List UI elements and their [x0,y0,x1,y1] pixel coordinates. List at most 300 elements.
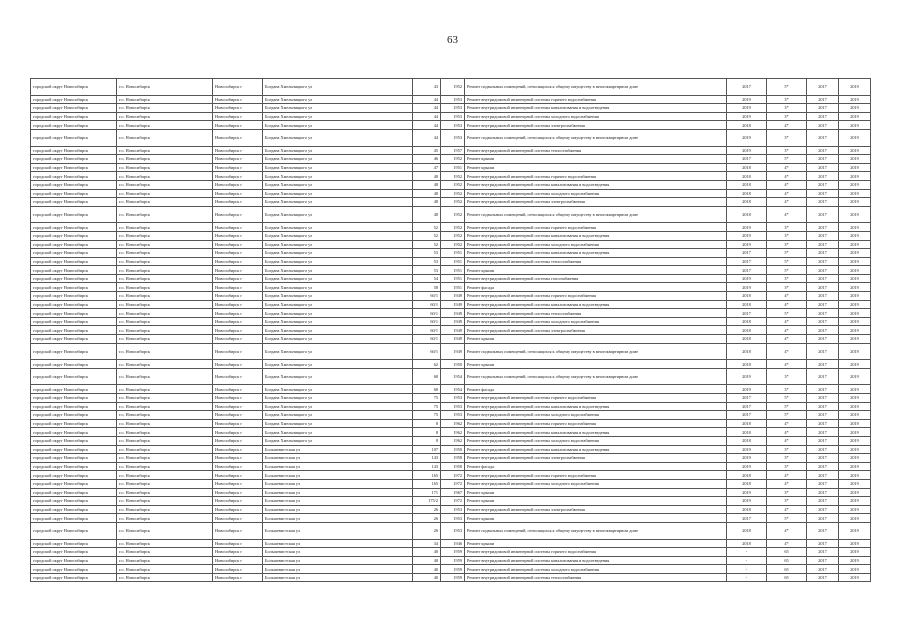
build-year-cell: 1953 [441,112,465,121]
period-start-cell: 2017 [807,172,839,181]
period-start-cell: 2017 [807,454,839,463]
plan-year-cell: 2019 [727,454,767,463]
house-number-cell: 60/1 [413,343,441,360]
priority-cell: 4* [767,539,807,548]
build-year-cell: 1949 [441,317,465,326]
street-cell: Богдана Хмельницкого ул [263,180,413,189]
municipality-cell: городской округ Новосибирск [31,189,117,198]
priority-cell: 5* [767,249,807,258]
work-type-cell: Ремонт внутридомовой инженерной системы горячего водоснабжения [465,394,727,403]
plan-year-cell: 2019 [727,95,767,104]
table-row [31,522,871,539]
priority-cell: 5* [767,411,807,420]
period-end-cell: 2019 [839,104,871,113]
priority-cell: 3* [767,488,807,497]
plan-year-cell: 2017 [727,514,767,523]
priority-cell: 4* [767,505,807,514]
street-cell: Большевистская ул [263,488,413,497]
build-year-cell: 1946 [441,539,465,548]
priority-cell: 4* [767,300,807,309]
priority-cell: 5* [767,309,807,318]
city-cell: Новосибирск г [213,198,263,207]
district-cell: г.о. Новосибирск [117,257,213,266]
period-end-cell: 2019 [839,497,871,506]
plan-year-cell: 2018 [727,522,767,539]
street-cell: Большевистская ул [263,514,413,523]
plan-year-cell: - [727,573,767,582]
municipality-cell: городской округ Новосибирск [31,249,117,258]
table-row [31,497,871,506]
plan-year-cell: 2019 [727,445,767,454]
table-row [31,95,871,104]
work-type-cell: Ремонт внутридомовой инженерной системы газоснабжения [465,274,727,283]
district-cell: г.о. Новосибирск [117,163,213,172]
city-cell: Новосибирск г [213,445,263,454]
municipality-cell: городской округ Новосибирск [31,514,117,523]
build-year-cell: 1953 [441,505,465,514]
municipality-cell: городской округ Новосибирск [31,112,117,121]
plan-year-cell: 2019 [727,129,767,146]
district-cell: г.о. Новосибирск [117,223,213,232]
municipality-cell: городской округ Новосибирск [31,539,117,548]
district-cell: г.о. Новосибирск [117,479,213,488]
plan-year-cell: 2018 [727,326,767,335]
municipality-cell: городской округ Новосибирск [31,223,117,232]
city-cell: Новосибирск г [213,573,263,582]
period-start-cell: 2017 [807,360,839,369]
work-type-cell: Ремонт крыши [465,335,727,344]
build-year-cell: 1952 [441,180,465,189]
period-end-cell: 2019 [839,266,871,275]
build-year-cell: 1951 [441,274,465,283]
build-year-cell: 1959 [441,548,465,557]
period-start-cell: 2017 [807,419,839,428]
municipality-cell: городской округ Новосибирск [31,428,117,437]
city-cell: Новосибирск г [213,189,263,198]
municipality-cell: городской округ Новосибирск [31,479,117,488]
priority-cell: 3* [767,240,807,249]
period-end-cell: 2019 [839,309,871,318]
city-cell: Новосибирск г [213,565,263,574]
street-cell: Богдана Хмельницкого ул [263,274,413,283]
table-row [31,565,871,574]
table-row [31,343,871,360]
district-cell: г.о. Новосибирск [117,462,213,471]
build-year-cell: 1972 [441,497,465,506]
priority-cell: 5* [767,394,807,403]
district-cell: г.о. Новосибирск [117,454,213,463]
plan-year-cell: 2018 [727,428,767,437]
work-type-cell: Ремонт подвальных помещений, относящихся к общему имуществу в многоквартирном доме [465,522,727,539]
table-row [31,419,871,428]
street-cell: Богдана Хмельницкого ул [263,129,413,146]
plan-year-cell: 2019 [727,385,767,394]
municipality-cell: городской округ Новосибирск [31,522,117,539]
house-number-cell: 48 [413,198,441,207]
build-year-cell: 1953 [441,95,465,104]
street-cell: Большевистская ул [263,479,413,488]
build-year-cell: 1953 [441,411,465,420]
period-start-cell: 2017 [807,283,839,292]
table-row [31,231,871,240]
house-number-cell: 44 [413,104,441,113]
build-year-cell: 1954 [441,385,465,394]
municipality-cell: городской округ Новосибирск [31,163,117,172]
house-number-cell: 165 [413,471,441,480]
street-cell: Богдана Хмельницкого ул [263,163,413,172]
priority-cell: 4* [767,317,807,326]
municipality-cell: городской округ Новосибирск [31,411,117,420]
period-end-cell: 2019 [839,180,871,189]
table-row [31,112,871,121]
street-cell: Богдана Хмельницкого ул [263,402,413,411]
work-type-cell: Ремонт внутридомовой инженерной системы холодного водоснабжения [465,240,727,249]
municipality-cell: городской округ Новосибирск [31,326,117,335]
work-type-cell: Ремонт внутридомовой инженерной системы холодного водоснабжения [465,112,727,121]
period-end-cell: 2019 [839,343,871,360]
table-row [31,445,871,454]
period-start-cell: 2017 [807,488,839,497]
work-type-cell: Ремонт внутридомовой инженерной системы холодного водоснабжения [465,411,727,420]
house-number-cell: 44 [413,121,441,130]
priority-cell: 4* [767,198,807,207]
street-cell: Богдана Хмельницкого ул [263,428,413,437]
period-start-cell: 2017 [807,428,839,437]
district-cell: г.о. Новосибирск [117,411,213,420]
plan-year-cell: 2017 [727,266,767,275]
period-end-cell: 2019 [839,163,871,172]
period-end-cell: 2019 [839,360,871,369]
municipality-cell: городской округ Новосибирск [31,488,117,497]
period-end-cell: 2019 [839,274,871,283]
plan-year-cell: 2019 [727,223,767,232]
municipality-cell: городской округ Новосибирск [31,292,117,301]
period-end-cell: 2019 [839,326,871,335]
build-year-cell: 1949 [441,326,465,335]
city-cell: Новосибирск г [213,300,263,309]
district-cell: г.о. Новосибирск [117,548,213,557]
build-year-cell: 1953 [441,522,465,539]
municipality-cell: городской округ Новосибирск [31,419,117,428]
period-start-cell: 2017 [807,548,839,557]
build-year-cell: 1949 [441,292,465,301]
district-cell: г.о. Новосибирск [117,249,213,258]
city-cell: Новосибирск г [213,249,263,258]
street-cell: Богдана Хмельницкого ул [263,240,413,249]
municipality-cell: городской округ Новосибирск [31,368,117,385]
period-start-cell: 2017 [807,206,839,223]
table-row [31,479,871,488]
period-start-cell: 2017 [807,155,839,164]
period-start-cell: 2017 [807,240,839,249]
work-type-cell: Ремонт внутридомовой инженерной системы горячего водоснабжения [465,292,727,301]
plan-year-cell: 2017 [727,402,767,411]
house-number-cell: 8 [413,419,441,428]
street-cell: Богдана Хмельницкого ул [263,223,413,232]
municipality-cell: городской округ Новосибирск [31,240,117,249]
plan-year-cell: - [727,556,767,565]
period-start-cell: 2017 [807,539,839,548]
plan-year-cell: 2018 [727,121,767,130]
work-type-cell: Ремонт внутридомовой инженерной системы канализования и водоотведения [465,249,727,258]
municipality-cell: городской округ Новосибирск [31,104,117,113]
table-row [31,283,871,292]
build-year-cell: 1951 [441,257,465,266]
plan-year-cell: 2018 [727,343,767,360]
district-cell: г.о. Новосибирск [117,445,213,454]
municipality-cell: городской округ Новосибирск [31,462,117,471]
table-row [31,317,871,326]
plan-year-cell: 2018 [727,180,767,189]
period-start-cell: 2017 [807,394,839,403]
period-end-cell: 2019 [839,292,871,301]
street-cell: Большевистская ул [263,539,413,548]
municipality-cell: городской округ Новосибирск [31,300,117,309]
work-type-cell: Ремонт внутридомовой инженерной системы канализования и водоотведения [465,104,727,113]
period-start-cell: 2017 [807,514,839,523]
period-end-cell: 2019 [839,146,871,155]
plan-year-cell: 2019 [727,146,767,155]
city-cell: Новосибирск г [213,402,263,411]
city-cell: Новосибирск г [213,317,263,326]
table-row [31,385,871,394]
plan-year-cell: 2019 [727,231,767,240]
work-type-cell: Ремонт крыши [465,497,727,506]
priority-cell: 5* [767,155,807,164]
district-cell: г.о. Новосибирск [117,231,213,240]
work-type-cell: Ремонт внутридомовой инженерной системы электроснабжения [465,121,727,130]
table-row [31,428,871,437]
table-row [31,309,871,318]
period-end-cell: 2019 [839,317,871,326]
municipality-cell: городской округ Новосибирск [31,454,117,463]
house-number-cell: 75 [413,411,441,420]
priority-cell: 3* [767,274,807,283]
house-number-cell: 165 [413,479,441,488]
document-sheet [30,78,871,582]
table-row [31,436,871,445]
house-number-cell: 75 [413,402,441,411]
period-end-cell: 2019 [839,419,871,428]
street-cell: Богдана Хмельницкого ул [263,385,413,394]
period-start-cell: 2017 [807,522,839,539]
work-type-cell: Ремонт внутридомовой инженерной системы горячего водоснабжения [465,172,727,181]
district-cell: г.о. Новосибирск [117,573,213,582]
period-end-cell: 2019 [839,548,871,557]
work-type-cell: Ремонт внутридомовой инженерной системы холодного водоснабжения [465,436,727,445]
city-cell: Новосибирск г [213,146,263,155]
build-year-cell: 1952 [441,198,465,207]
district-cell: г.о. Новосибирск [117,189,213,198]
plan-year-cell: 2018 [727,163,767,172]
work-type-cell: Ремонт фасада [465,385,727,394]
street-cell: Богдана Хмельницкого ул [263,436,413,445]
district-cell: г.о. Новосибирск [117,522,213,539]
street-cell: Богдана Хмельницкого ул [263,257,413,266]
work-type-cell: Ремонт внутридомовой инженерной системы горячего водоснабжения [465,95,727,104]
priority-cell: 3* [767,231,807,240]
district-cell: г.о. Новосибирск [117,394,213,403]
period-end-cell: 2019 [839,129,871,146]
house-number-cell: 53 [413,266,441,275]
house-number-cell: 46 [413,155,441,164]
municipality-cell: городской округ Новосибирск [31,257,117,266]
district-cell: г.о. Новосибирск [117,104,213,113]
build-year-cell: 1953 [441,129,465,146]
table-row [31,129,871,146]
build-year-cell: 1949 [441,309,465,318]
priority-cell: 65 [767,565,807,574]
work-type-cell: Ремонт подвальных помещений, относящихся к общему имуществу в многоквартирном доме [465,206,727,223]
table-row [31,462,871,471]
priority-cell: 65 [767,556,807,565]
period-end-cell: 2019 [839,556,871,565]
priority-cell: 5* [767,514,807,523]
municipality-cell: городской округ Новосибирск [31,565,117,574]
street-cell: Большевистская ул [263,454,413,463]
district-cell: г.о. Новосибирск [117,266,213,275]
period-end-cell: 2019 [839,462,871,471]
table-row [31,257,871,266]
period-start-cell: 2017 [807,146,839,155]
district-cell: г.о. Новосибирск [117,300,213,309]
house-number-cell: 143 [413,462,441,471]
build-year-cell: 1953 [441,104,465,113]
street-cell: Богдана Хмельницкого ул [263,112,413,121]
house-number-cell: 40 [413,565,441,574]
street-cell: Большевистская ул [263,505,413,514]
district-cell: г.о. Новосибирск [117,471,213,480]
period-end-cell: 2019 [839,402,871,411]
period-end-cell: 2019 [839,394,871,403]
table-row [31,172,871,181]
priority-cell: 65 [767,548,807,557]
period-end-cell: 2019 [839,172,871,181]
period-start-cell: 2017 [807,462,839,471]
district-cell: г.о. Новосибирск [117,121,213,130]
street-cell: Большевистская ул [263,573,413,582]
period-start-cell: 2017 [807,565,839,574]
period-end-cell: 2019 [839,488,871,497]
municipality-cell: городской округ Новосибирск [31,394,117,403]
house-number-cell: 75 [413,394,441,403]
city-cell: Новосибирск г [213,488,263,497]
work-type-cell: Ремонт подвальных помещений, относящихся к общему имуществу в многоквартирном доме [465,79,727,96]
street-cell: Богдана Хмельницкого ул [263,283,413,292]
work-type-cell: Ремонт внутридомовой инженерной системы теплоснабжения [465,257,727,266]
district-cell: г.о. Новосибирск [117,488,213,497]
street-cell: Большевистская ул [263,556,413,565]
district-cell: г.о. Новосибирск [117,129,213,146]
work-type-cell: Ремонт внутридомовой инженерной системы горячего водоснабжения [465,223,727,232]
period-start-cell: 2017 [807,79,839,96]
plan-year-cell: 2018 [727,206,767,223]
district-cell: г.о. Новосибирск [117,274,213,283]
priority-cell: 3* [767,283,807,292]
build-year-cell: 1949 [441,335,465,344]
plan-year-cell: 2017 [727,309,767,318]
period-end-cell: 2019 [839,335,871,344]
city-cell: Новосибирск г [213,309,263,318]
house-number-cell: 60/1 [413,309,441,318]
municipality-cell: городской округ Новосибирск [31,497,117,506]
city-cell: Новосибирск г [213,326,263,335]
municipality-cell: городской округ Новосибирск [31,360,117,369]
work-type-cell: Ремонт внутридомовой инженерной системы канализования и водоотведения [465,428,727,437]
house-number-cell: 44 [413,112,441,121]
period-start-cell: 2017 [807,121,839,130]
house-number-cell: 68 [413,368,441,385]
priority-cell: 4* [767,428,807,437]
table-row [31,335,871,344]
municipality-cell: городской округ Новосибирск [31,445,117,454]
work-type-cell: Ремонт крыши [465,360,727,369]
work-type-cell: Ремонт внутридомовой инженерной системы канализования и водоотведения [465,231,727,240]
period-end-cell: 2019 [839,573,871,582]
priority-cell: 4* [767,189,807,198]
city-cell: Новосибирск г [213,385,263,394]
district-cell: г.о. Новосибирск [117,385,213,394]
city-cell: Новосибирск г [213,514,263,523]
plan-year-cell: 2019 [727,240,767,249]
street-cell: Большевистская ул [263,548,413,557]
period-end-cell: 2019 [839,155,871,164]
district-cell: г.о. Новосибирск [117,283,213,292]
build-year-cell: 1959 [441,556,465,565]
table-row [31,79,871,96]
work-type-cell: Ремонт внутридомовой инженерной системы канализования и водоотведения [465,402,727,411]
priority-cell: 3* [767,385,807,394]
period-start-cell: 2017 [807,292,839,301]
street-cell: Богдана Хмельницкого ул [263,198,413,207]
table-row [31,240,871,249]
work-type-cell: Ремонт внутридомовой инженерной системы канализования и водоотведения [465,556,727,565]
plan-year-cell: 2017 [727,155,767,164]
district-cell: г.о. Новосибирск [117,419,213,428]
city-cell: Новосибирск г [213,428,263,437]
build-year-cell: 1950 [441,360,465,369]
plan-year-cell: 2019 [727,112,767,121]
priority-cell: 4* [767,326,807,335]
street-cell: Богдана Хмельницкого ул [263,79,413,96]
build-year-cell: 1952 [441,189,465,198]
street-cell: Богдана Хмельницкого ул [263,335,413,344]
table-row [31,146,871,155]
work-type-cell: Ремонт внутридомовой инженерной системы горячего водоснабжения [465,471,727,480]
work-type-cell: Ремонт внутридомовой инженерной системы канализования и водоотведения [465,445,727,454]
work-type-cell: Ремонт внутридомовой инженерной системы канализования и водоотведения [465,300,727,309]
work-type-cell: Ремонт внутридомовой инженерной системы холодного водоснабжения [465,189,727,198]
period-end-cell: 2019 [839,79,871,96]
district-cell: г.о. Новосибирск [117,172,213,181]
build-year-cell: 1972 [441,471,465,480]
plan-year-cell: 2018 [727,292,767,301]
period-start-cell: 2017 [807,471,839,480]
build-year-cell: 1962 [441,428,465,437]
street-cell: Большевистская ул [263,497,413,506]
municipality-cell: городской округ Новосибирск [31,309,117,318]
build-year-cell: 1952 [441,223,465,232]
plan-year-cell: 2018 [727,317,767,326]
table-row [31,206,871,223]
period-start-cell: 2017 [807,402,839,411]
district-cell: г.о. Новосибирск [117,505,213,514]
table-row [31,266,871,275]
period-start-cell: 2017 [807,257,839,266]
work-type-cell: Ремонт фасада [465,462,727,471]
table-row [31,539,871,548]
priority-cell: 3* [767,497,807,506]
